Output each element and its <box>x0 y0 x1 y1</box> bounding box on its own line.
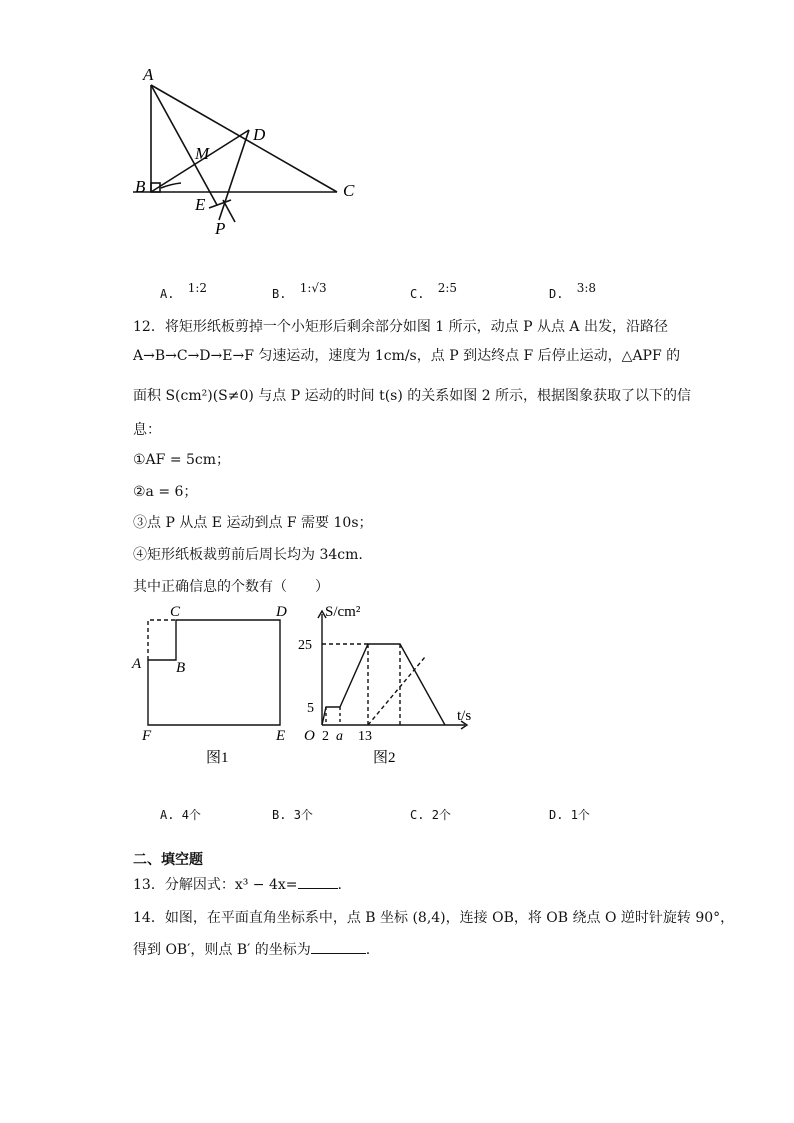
fig2-origin: O <box>304 728 315 744</box>
q12-line-1: 12．将矩形纸板剪掉一个小矩形后剩余部分如图 1 所示，动点 P 从点 A 出发，沿路径 <box>133 319 668 335</box>
q12-option-c[interactable] <box>410 806 451 823</box>
fig1-label-D: D <box>276 604 287 620</box>
fig1-label-A: A <box>132 656 142 672</box>
q12-info-3: ③点 P 从点 E 运动到点 F 需要 10s； <box>133 515 373 531</box>
option-value: 3:8 <box>576 281 596 295</box>
q12-question: 其中正确信息的个数有（ ） <box>133 579 329 595</box>
fig2-caption: 图2 <box>373 750 396 766</box>
graph-line <box>322 644 445 725</box>
option-value: 4个 <box>181 808 201 822</box>
label-D: D <box>253 125 266 144</box>
fig1-label-F: F <box>142 728 152 744</box>
q14-line-2 <box>133 940 370 960</box>
section-title: 二、填空题 <box>133 852 203 868</box>
q11-option-b[interactable] <box>272 281 327 301</box>
figure-1 <box>130 600 300 770</box>
q14-end: . <box>365 942 371 958</box>
fig2-x2: 2 <box>322 729 329 744</box>
fig2-xa: a <box>336 729 343 744</box>
fig1-cut-dashed <box>148 620 176 660</box>
line-DP <box>219 130 249 220</box>
option-value: 1:2 <box>187 281 207 295</box>
label-P: P <box>215 219 226 238</box>
q12-option-d[interactable] <box>549 806 590 823</box>
q11-option-d[interactable] <box>549 281 596 301</box>
q12-info-4: ④矩形纸板裁剪前后周长均为 34cm. <box>133 547 363 563</box>
q12-option-b[interactable] <box>272 806 313 823</box>
q13-answer-blank[interactable] <box>298 888 338 889</box>
label-M: M <box>195 144 210 163</box>
option-value: 1:√3 <box>299 281 327 295</box>
option-value: 2:5 <box>437 281 457 295</box>
q13-text: 13．分解因式：x³ − 4x= <box>133 877 298 893</box>
side-AC <box>151 85 337 192</box>
q11-option-c[interactable] <box>410 281 457 301</box>
fig2-y5: 5 <box>307 701 314 716</box>
option-letter: A. <box>160 808 175 822</box>
fig1-caption: 图1 <box>206 750 229 766</box>
fig2-ylabel: S/cm² <box>325 604 361 620</box>
q12-line-2: A→B→C→D→E→F 匀速运动，速度为 1cm/s，点 P 到达终点 F 后停止运动，△APF 的 <box>133 348 681 364</box>
q14-text: 得到 OB′，则点 B′ 的坐标为 <box>133 942 311 958</box>
q14-answer-blank[interactable] <box>311 953 366 954</box>
dash-diagonal <box>368 657 425 725</box>
q12-line-3: 面积 S(cm²)(S≠0) 与点 P 运动的时间 t(s) 的关系如图 2 所示，根据图象获取了以下的信 <box>133 388 692 404</box>
option-letter: B. <box>272 808 287 822</box>
arc-mark-P1 <box>209 200 231 208</box>
q14-line-1: 14．如图，在平面直角坐标系中，点 B 坐标 (8,4)，连接 OB，将 OB 绕点 O 逆时针旋转 90°， <box>133 910 735 926</box>
option-value: 2个 <box>431 808 451 822</box>
option-value: 3个 <box>293 808 313 822</box>
option-letter: B. <box>272 287 287 301</box>
label-C: C <box>343 181 355 200</box>
option-letter: A. <box>160 287 175 301</box>
label-A: A <box>143 65 154 84</box>
fig1-label-C: C <box>170 604 181 620</box>
q13-line <box>133 875 342 895</box>
label-E: E <box>195 195 206 214</box>
q12-line-4: 息： <box>133 422 161 438</box>
q11-option-a[interactable] <box>160 281 207 301</box>
q12-info-2: ②a = 6； <box>133 484 198 500</box>
option-letter: D. <box>549 287 564 301</box>
option-letter: C. <box>410 808 425 822</box>
fig2-xlabel: t/s <box>457 708 472 724</box>
option-value: 1个 <box>570 808 590 822</box>
fig2-y25: 25 <box>298 638 312 653</box>
triangle-figure <box>125 60 365 240</box>
option-letter: D. <box>549 808 564 822</box>
fig1-label-E: E <box>276 728 286 744</box>
q12-info-1: ①AF = 5cm； <box>133 452 231 468</box>
option-letter: C. <box>410 287 425 301</box>
figure-2 <box>295 600 485 770</box>
fig2-x13: 13 <box>358 729 372 744</box>
q13-end: . <box>337 877 342 893</box>
fig1-outline <box>148 620 280 725</box>
q12-option-a[interactable] <box>160 806 201 823</box>
label-B: B <box>135 177 146 196</box>
fig1-label-B: B <box>176 660 186 676</box>
